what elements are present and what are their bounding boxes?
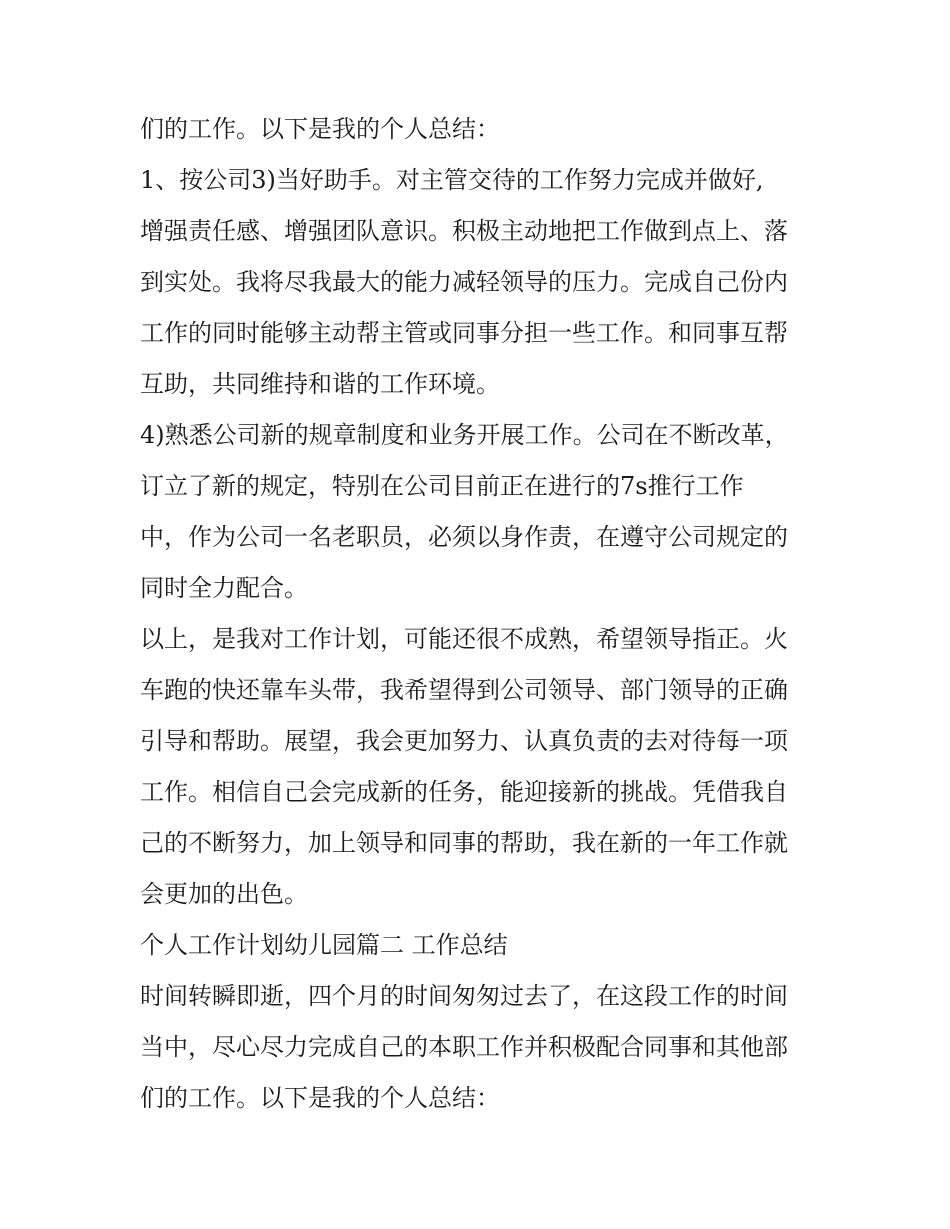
text-line: 们的工作。以下是我的个人总结： xyxy=(140,115,500,143)
section-heading: 个人工作计划幼儿园篇二 工作总结 xyxy=(140,931,508,959)
text-line: 们的工作。以下是我的个人总结： xyxy=(140,1084,500,1112)
text-line: 己的不断努力，加上领导和同事的帮助，我在新的一年工作就 xyxy=(140,829,788,857)
text-line: 时间转瞬即逝，四个月的时间匆匆过去了，在这段工作的时间 xyxy=(140,982,788,1010)
text-line: 会更加的出色。 xyxy=(140,880,308,908)
text-line: 引导和帮助。展望，我会更加努力、认真负责的去对待每一项 xyxy=(140,727,788,755)
text-line: 以上，是我对工作计划，可能还很不成熟，希望领导指正。火 xyxy=(140,625,788,653)
text-line: 工作。相信自己会完成新的任务，能迎接新的挑战。凭借我自 xyxy=(140,778,788,806)
text-line: 互助，共同维持和谐的工作环境。 xyxy=(140,370,500,398)
text-line: 同时全力配合。 xyxy=(140,574,308,602)
text-line: 1、按公司3)当好助手。对主管交待的工作努力完成并做好, xyxy=(140,166,764,194)
text-line: 订立了新的规定，特别在公司目前正在进行的7s推行工作 xyxy=(140,472,744,500)
text-line: 车跑的快还靠车头带，我希望得到公司领导、部门领导的正确 xyxy=(140,676,788,704)
text-line: 工作的同时能够主动帮主管或同事分担一些工作。和同事互帮 xyxy=(140,319,788,347)
text-line: 4)熟悉公司新的规章制度和业务开展工作。公司在不断改革， xyxy=(140,421,789,449)
text-line: 到实处。我将尽我最大的能力减轻领导的压力。完成自己份内 xyxy=(140,268,788,296)
text-line: 增强责任感、增强团队意识。积极主动地把工作做到点上、落 xyxy=(140,217,788,245)
text-line: 中，作为公司一名老职员，必须以身作责，在遵守公司规定的 xyxy=(140,523,788,551)
text-line: 当中，尽心尽力完成自己的本职工作并积极配合同事和其他部 xyxy=(140,1033,788,1061)
